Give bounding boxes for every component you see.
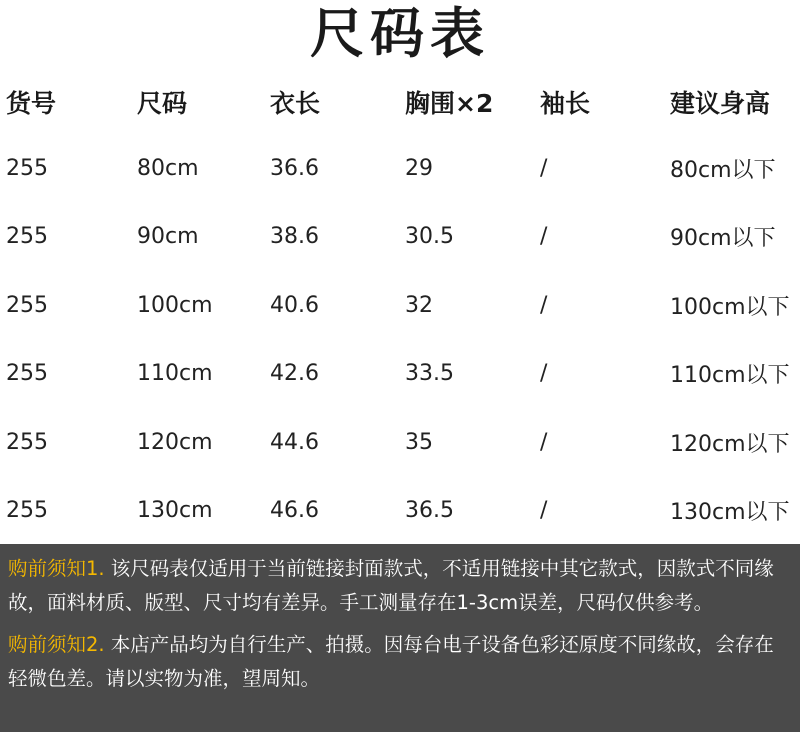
cell-size: 90cm bbox=[137, 224, 199, 250]
cell-item-no: 255 bbox=[6, 292, 48, 318]
column-header-height: 建议身高 bbox=[670, 89, 771, 118]
column-header-length: 衣长 bbox=[270, 89, 321, 118]
table-row bbox=[0, 340, 800, 409]
column-header-item-no: 货号 bbox=[6, 89, 57, 118]
cell-item-no: 255 bbox=[6, 498, 48, 524]
cell-height: 90cm以下 bbox=[670, 226, 776, 252]
cell-chest: 29 bbox=[405, 155, 433, 181]
cell-chest: 30.5 bbox=[405, 224, 454, 250]
cell-height: 110cm以下 bbox=[670, 363, 790, 389]
cell-item-no: 255 bbox=[6, 361, 48, 387]
cell-sleeve: / bbox=[540, 155, 548, 181]
notice-2-text: 本店产品均为自行生产、拍摄。因每台电子设备色彩还原度不同缘故，会存在轻微色差。请以实物为准，望周知。 bbox=[8, 633, 774, 690]
purchase-notice-2 bbox=[8, 628, 790, 696]
table-row bbox=[0, 203, 800, 272]
table-row bbox=[0, 134, 800, 203]
cell-height: 120cm以下 bbox=[670, 431, 790, 457]
cell-height: 80cm以下 bbox=[670, 157, 776, 183]
cell-size: 100cm bbox=[137, 292, 213, 318]
column-header-sleeve: 袖长 bbox=[540, 89, 591, 118]
cell-height: 100cm以下 bbox=[670, 294, 790, 320]
cell-length: 46.6 bbox=[270, 498, 319, 524]
purchase-notice-1 bbox=[8, 552, 790, 620]
notice-1-text: 该尺码表仅适用于当前链接封面款式，不适用链接中其它款式，因款式不同缘故，面料材质、版型、尺寸均有差异。手工测量存在1-3cm误差，尺码仅供参考。 bbox=[8, 557, 774, 614]
cell-item-no: 255 bbox=[6, 155, 48, 181]
cell-sleeve: / bbox=[540, 224, 548, 250]
cell-chest: 36.5 bbox=[405, 498, 454, 524]
cell-size: 80cm bbox=[137, 155, 199, 181]
cell-height: 130cm以下 bbox=[670, 500, 790, 526]
column-header-chest: 胸围×2 bbox=[405, 89, 494, 118]
cell-length: 40.6 bbox=[270, 292, 319, 318]
cell-sleeve: / bbox=[540, 498, 548, 524]
cell-length: 36.6 bbox=[270, 155, 319, 181]
page-title: 尺码表 bbox=[310, 2, 490, 65]
cell-chest: 32 bbox=[405, 292, 433, 318]
cell-sleeve: / bbox=[540, 429, 548, 455]
cell-length: 38.6 bbox=[270, 224, 319, 250]
cell-chest: 35 bbox=[405, 429, 433, 455]
size-table bbox=[0, 70, 800, 545]
table-row bbox=[0, 408, 800, 477]
notice-2-label: 购前须知2. bbox=[8, 633, 105, 656]
cell-length: 42.6 bbox=[270, 361, 319, 387]
cell-chest: 33.5 bbox=[405, 361, 454, 387]
table-header-row bbox=[0, 70, 800, 134]
cell-sleeve: / bbox=[540, 292, 548, 318]
notice-1-label: 购前须知1. bbox=[8, 557, 105, 580]
table-row bbox=[0, 477, 800, 546]
cell-size: 120cm bbox=[137, 429, 213, 455]
cell-item-no: 255 bbox=[6, 224, 48, 250]
purchase-notice-panel bbox=[0, 544, 800, 732]
cell-length: 44.6 bbox=[270, 429, 319, 455]
table-row bbox=[0, 271, 800, 340]
cell-item-no: 255 bbox=[6, 429, 48, 455]
cell-sleeve: / bbox=[540, 361, 548, 387]
cell-size: 110cm bbox=[137, 361, 213, 387]
column-header-size: 尺码 bbox=[137, 89, 188, 118]
cell-size: 130cm bbox=[137, 498, 213, 524]
